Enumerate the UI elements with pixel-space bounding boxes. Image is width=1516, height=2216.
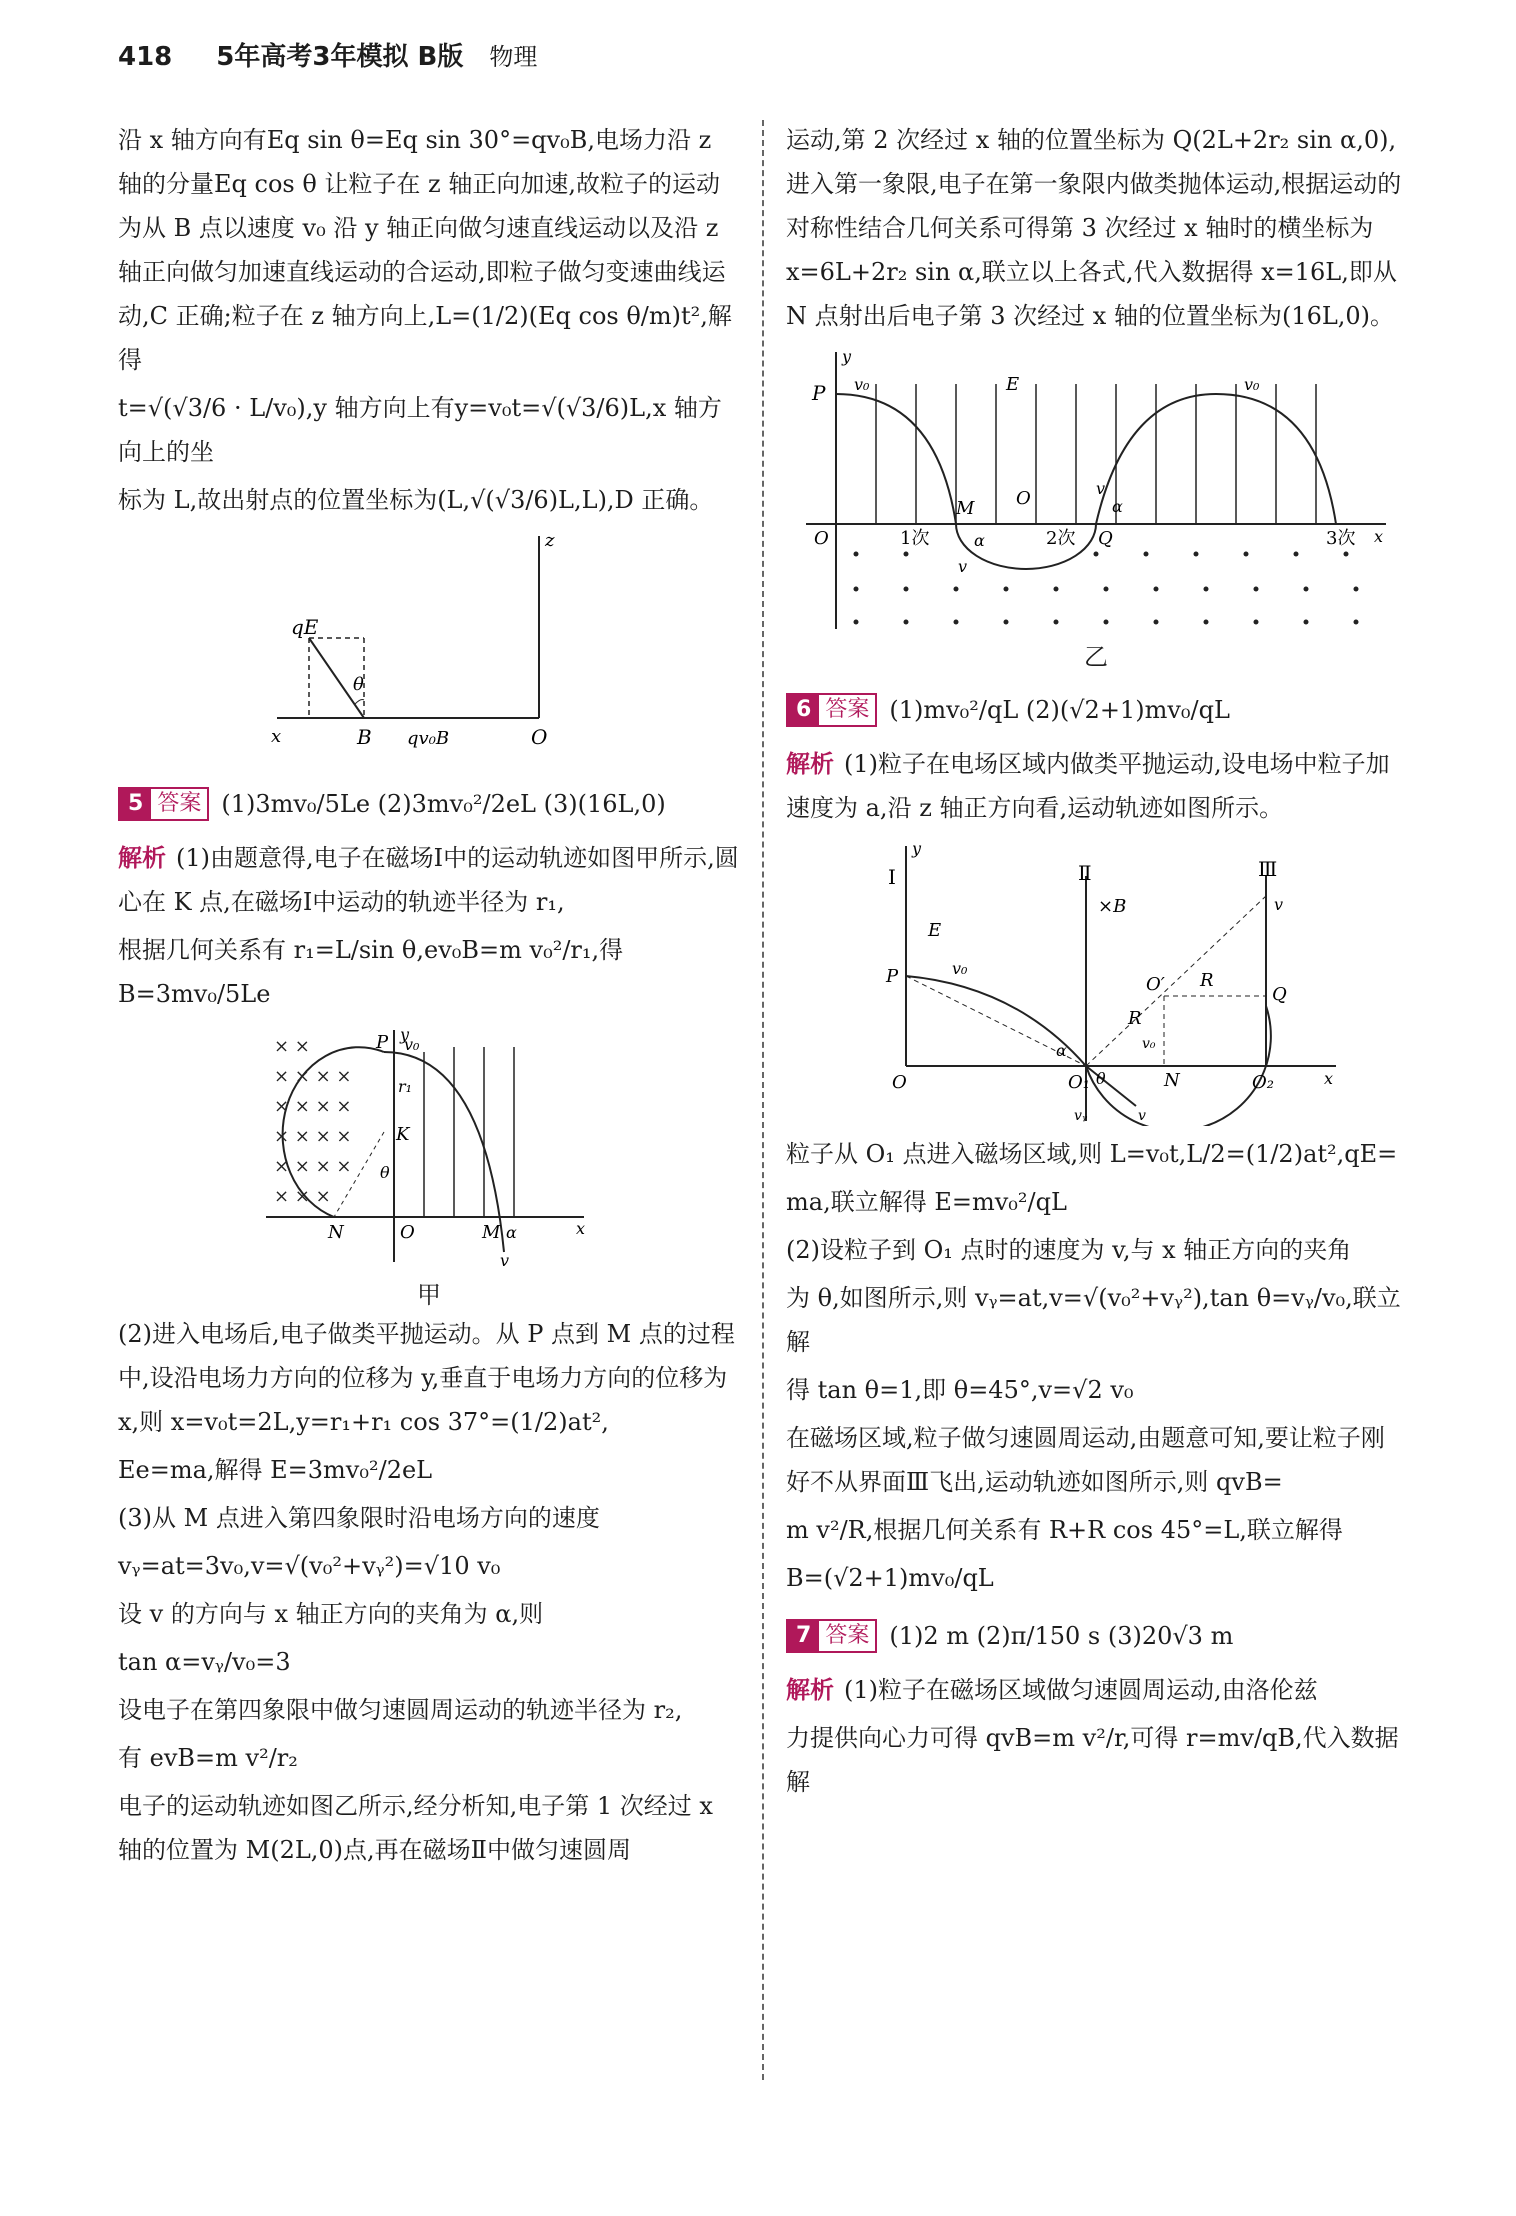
paragraph: m v²/R,根据几何关系有 R+R cos 45°=L,联立解得 — [786, 1516, 1343, 1544]
book-title: 5年高考3年模拟 B版 — [216, 42, 464, 72]
paragraph: 为 θ,如图所示,则 vᵧ=at,v=√(v₀²+vᵧ²),tan θ=vᵧ/v₀,联立解 — [786, 1284, 1401, 1356]
label-3ci: 3次 — [1326, 528, 1356, 549]
paragraph: vᵧ=at=3v₀,v=√(v₀²+vᵧ²)=√10 v₀ — [118, 1552, 501, 1580]
label-K: K — [396, 1124, 410, 1145]
label-alpha: α — [1112, 497, 1123, 516]
label-v0: v₀ — [854, 375, 870, 394]
paragraph: 运动,第 2 次经过 x 轴的位置坐标为 Q(2L+2r₂ sin α,0),进入第一象限,电子在第一象限内做类抛体运动,根据运动的对称性结合几何关系可得第 3 次经过 x 轴时的横坐标为 x=6L+2r₂ sin α,联立以上各式,代入数据得 x=16L,即从 N 点射出后电子第 3 次经过 x 轴的位置坐标为(16L,0)。 — [786, 126, 1402, 330]
label-P: P — [886, 966, 899, 987]
label-boundary-1: Ⅰ — [888, 865, 896, 889]
label-E: E — [1006, 374, 1020, 395]
answer-7 — [786, 1614, 1406, 1658]
column-divider — [762, 120, 764, 2080]
label-v: v — [1138, 1108, 1146, 1124]
page-header — [118, 36, 537, 86]
label-y: y — [912, 839, 922, 858]
paragraph: 粒子从 O₁ 点进入磁场区域,则 L=v₀t,L/2=(1/2)at²,qE= — [786, 1140, 1398, 1168]
label-v: v — [500, 1251, 510, 1270]
paragraph: 设 v 的方向与 x 轴正方向的夹角为 α,则 — [118, 1600, 544, 1628]
paragraph: (2)设粒子到 O₁ 点时的速度为 v,与 x 轴正方向的夹角 — [786, 1236, 1352, 1264]
label-theta: θ — [353, 674, 364, 695]
label-x: x — [576, 1219, 586, 1238]
label-v0: v₀ — [952, 959, 968, 978]
label-R: R — [1200, 970, 1214, 991]
label-O1: O₁ — [1068, 1072, 1090, 1093]
analysis-label: 解析 — [118, 844, 166, 872]
answer-6 — [786, 688, 1406, 732]
right-column — [786, 118, 1406, 1808]
label-1ci: 1次 — [900, 528, 930, 549]
label-boundary-3: Ⅲ — [1258, 857, 1278, 881]
page-number: 418 — [118, 42, 173, 72]
label-O2: O₂ — [1252, 1072, 1274, 1093]
label-O: O — [531, 725, 548, 749]
answer-badge: 7 答案 — [786, 1619, 877, 1653]
label-O: O — [814, 528, 829, 549]
analysis-label: 解析 — [786, 1676, 834, 1704]
paragraph: (1)由题意得,电子在磁场Ⅰ中的运动轨迹如图甲所示,圆心在 K 点,在磁场Ⅰ中运动的轨迹半径为 r₁, — [118, 844, 739, 916]
label-theta: θ — [1096, 1069, 1106, 1088]
label-y: y — [842, 347, 852, 366]
label-v: v — [1096, 479, 1106, 498]
answer-5 — [118, 782, 740, 826]
label-N: N — [328, 1222, 344, 1243]
label-O1: O — [1016, 488, 1031, 509]
paragraph: (1)粒子在磁场区域做匀速圆周运动,由洛伦兹 — [844, 1676, 1318, 1704]
answer-text: (1)3mv₀/5Le (2)3mv₀²/2eL (3)(16L,0) — [221, 790, 666, 818]
label-v: v — [1274, 895, 1284, 914]
analysis-label: 解析 — [786, 750, 834, 778]
answer-text: (1)2 m (2)π/150 s (3)20√3 m — [889, 1622, 1234, 1650]
label-R: R — [1128, 1008, 1142, 1029]
svg-text:× × × ×: × × × × — [274, 1066, 352, 1087]
paragraph: 得 tan θ=1,即 θ=45°,v=√2 v₀ — [786, 1376, 1134, 1404]
label-qE: qE — [291, 615, 319, 639]
svg-text:× × × ×: × × × × — [274, 1096, 352, 1117]
label-x: x — [1374, 527, 1384, 546]
label-B: ×B — [1098, 896, 1127, 917]
field-diagram — [846, 836, 1346, 1126]
label-qv0B: qv₀B — [407, 728, 450, 749]
figure-caption: 乙 — [1084, 643, 1108, 671]
paragraph: 沿 x 轴方向有Eq sin θ=Eq sin 30°=qv₀B,电场力沿 z 轴的分量Eq cos θ 让粒子在 z 轴正向加速,故粒子的运动为从 B 点以速度 v₀ 沿 y 轴正向做匀速直线运动以及沿 z 轴正向做匀加速直线运动的合运动,即粒子做匀变速曲线运动,C 正确;粒子在 z 轴方向上,L=(1/2)(Eq cos θ/m)t²,解得 — [118, 126, 732, 374]
paragraph: (2)进入电场后,电子做类平抛运动。从 P 点到 M 点的过程中,设沿电场力方向的位移为 y,垂直于电场力方向的位移为 x,则 x=v₀t=2L,y=r₁+r₁ cos 37°=(1/2)at², — [118, 1320, 735, 1436]
left-column — [118, 118, 740, 1876]
answer-text: (1)mv₀²/qL (2)(√2+1)mv₀/qL — [889, 696, 1230, 724]
paragraph: 设电子在第四象限中做匀速圆周运动的轨迹半径为 r₂, — [118, 1696, 683, 1724]
label-B: B — [357, 725, 372, 749]
paragraph: tan α=vᵧ/v₀=3 — [118, 1648, 291, 1676]
svg-text:× ×: × × — [274, 1036, 310, 1057]
label-v0: v₀ — [1142, 1036, 1156, 1052]
svg-text:× × ×: × × × — [274, 1186, 331, 1207]
label-O-prime: O′ — [1146, 974, 1165, 995]
svg-text:× × × ×: × × × × — [274, 1156, 352, 1177]
label-v0-top: v₀ — [1244, 375, 1260, 394]
paragraph: B=(√2+1)mv₀/qL — [786, 1564, 994, 1592]
label-v: v — [958, 557, 968, 576]
label-O: O — [400, 1222, 415, 1243]
paragraph: 电子的运动轨迹如图乙所示,经分析知,电子第 1 次经过 x 轴的位置为 M(2L,0)点,再在磁场Ⅱ中做匀速圆周 — [118, 1792, 713, 1864]
paragraph: ma,联立解得 E=mv₀²/qL — [786, 1188, 1067, 1216]
svg-text:× × × ×: × × × × — [274, 1126, 352, 1147]
label-E: E — [928, 920, 942, 941]
label-y: y — [400, 1025, 410, 1044]
label-x: x — [271, 726, 282, 747]
paragraph: (1)粒子在电场区域内做类平抛运动,设电场中粒子加速度为 a,沿 z 轴正方向看,运动轨迹如图所示。 — [786, 750, 1390, 822]
paragraph: 有 evB=m v²/r₂ — [118, 1744, 298, 1772]
figure-caption: 甲 — [417, 1281, 441, 1309]
label-P: P — [376, 1032, 389, 1053]
label-M: M — [482, 1222, 501, 1243]
paragraph: 力提供向心力可得 qvB=m v²/r,可得 r=mv/qB,代入数据解 — [786, 1724, 1399, 1796]
paragraph: 标为 L,故出射点的位置坐标为(L,√(√3/6)L,L),D 正确。 — [118, 486, 714, 514]
paragraph: 在磁场区域,粒子做匀速圆周运动,由题意可知,要让粒子刚好不从界面Ⅲ飞出,运动轨迹如图所示,则 qvB= — [786, 1424, 1385, 1496]
label-P: P — [812, 381, 826, 405]
label-alpha: α — [1056, 1041, 1067, 1060]
label-v0: v₀ — [404, 1035, 420, 1054]
force-diagram — [269, 528, 589, 768]
label-boundary-2: Ⅱ — [1078, 861, 1092, 885]
paragraph: t=√(√3/6 · L/v₀),y 轴方向上有y=v₀t=√(√3/6)L,x 轴方向上的坐 — [118, 394, 722, 466]
label-M: M — [956, 498, 975, 519]
label-N: N — [1164, 1070, 1180, 1091]
subject: 物理 — [489, 43, 538, 71]
label-x: x — [1324, 1069, 1334, 1088]
label-alpha: α — [974, 531, 985, 550]
label-z: z — [545, 530, 555, 551]
label-theta: θ — [380, 1163, 390, 1182]
label-O: O — [892, 1072, 907, 1093]
paragraph: Ee=ma,解得 E=3mv₀²/2eL — [118, 1456, 433, 1484]
label-Q: Q — [1272, 984, 1287, 1005]
trajectory-diagram-yi — [796, 344, 1396, 634]
label-2ci: 2次 — [1046, 528, 1076, 549]
label-vy: vᵧ — [1074, 1108, 1088, 1124]
paragraph: (3)从 M 点进入第四象限时沿电场方向的速度 — [118, 1504, 600, 1532]
trajectory-diagram-jia — [264, 1022, 594, 1272]
answer-badge: 6 答案 — [786, 693, 877, 727]
paragraph: 根据几何关系有 r₁=L/sin θ,ev₀B=m v₀²/r₁,得 B=3mv₀/5Le — [118, 936, 624, 1008]
label-alpha: α — [506, 1223, 517, 1242]
label-Q: Q — [1098, 528, 1113, 549]
answer-badge: 5 答案 — [118, 787, 209, 821]
label-r1: r₁ — [398, 1077, 413, 1096]
